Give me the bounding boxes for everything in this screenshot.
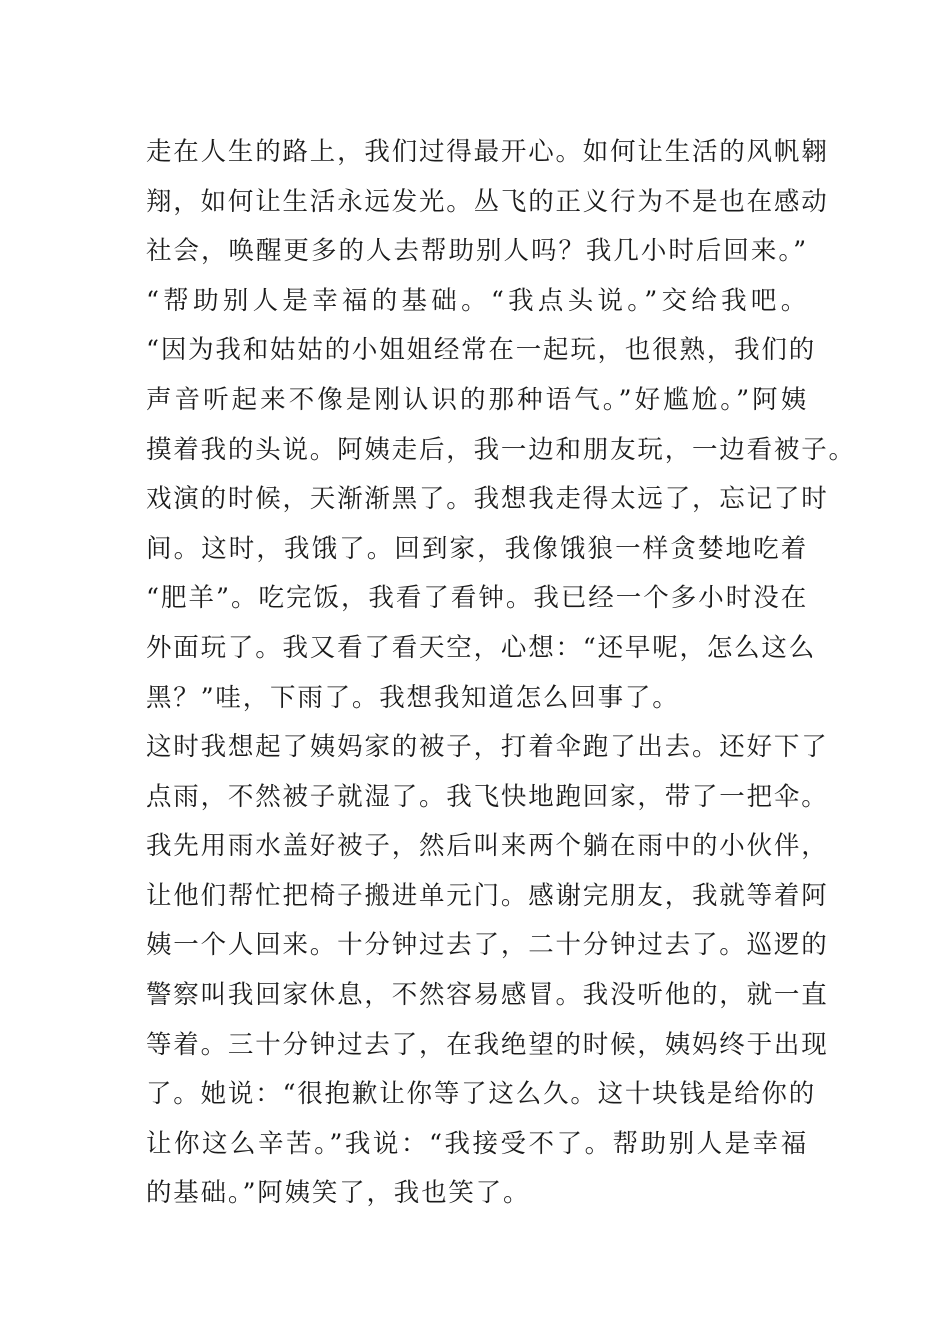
text-line: 社会，唤醒更多的人去帮助别人吗？我几小时后回来。” (146, 236, 808, 267)
text-line: 摸着我的头说。阿姨走后，我一边和朋友玩，一边看被子。 (146, 434, 856, 465)
text-line: 姨一个人回来。十分钟过去了，二十分钟过去了。巡逻的 (146, 930, 829, 961)
text-line: “因为我和姑姑的小姐姐经常在一起玩，也很熟，我们的 (146, 335, 817, 366)
text-line: 黑？”哇，下雨了。我想我知道怎么回事了。 (146, 682, 680, 713)
paragraph-1 (146, 128, 856, 723)
text-line: 等着。三十分钟过去了，在我绝望的时候，姨妈终于出现 (146, 1029, 829, 1060)
text-line: 的基础。”阿姨笑了，我也笑了。 (146, 1178, 531, 1209)
text-line: 声音听起来不像是刚认识的那种语气。”好尴尬。”阿姨 (146, 384, 808, 415)
text-line: 这时我想起了姨妈家的被子，打着伞跑了出去。还好下了 (146, 732, 829, 762)
text-line: “帮助别人是幸福的基础。“我点头说。”交给我吧。 (146, 285, 808, 316)
text-line: 点雨，不然被子就湿了。我飞快地跑回家，带了一把伞。 (146, 781, 829, 812)
text-line: 了。她说：“很抱歉让你等了这么久。这十块钱是给你的 (146, 1079, 817, 1110)
text-line: 走在人生的路上，我们过得最开心。如何让生活的风帆翱 (146, 137, 829, 167)
paragraph-2 (146, 723, 829, 1219)
text-line: 间。这时，我饿了。回到家，我像饿狼一样贪婪地吃着 (146, 533, 808, 564)
text-line: 戏演的时候，天渐渐黑了。我想我走得太远了，忘记了时 (146, 484, 829, 515)
text-line: 让他们帮忙把椅子搬进单元门。感谢完朋友，我就等着阿 (146, 880, 829, 911)
text-line: 让你这么辛苦。”我说：“我接受不了。帮助别人是幸福 (146, 1128, 808, 1159)
text-line: “肥羊”。吃完饭，我看了看钟。我已经一个多小时没在 (146, 583, 808, 614)
text-line: 外面玩了。我又看了看天空，心想：“还早呢，怎么这么 (146, 632, 817, 663)
text-line: 警察叫我回家休息，不然容易感冒。我没听他的，就一直 (146, 979, 829, 1010)
text-line: 我先用雨水盖好被子，然后叫来两个躺在雨中的小伙伴， (146, 831, 829, 862)
text-line: 翔，如何让生活永远发光。丛飞的正义行为不是也在感动 (146, 186, 829, 217)
